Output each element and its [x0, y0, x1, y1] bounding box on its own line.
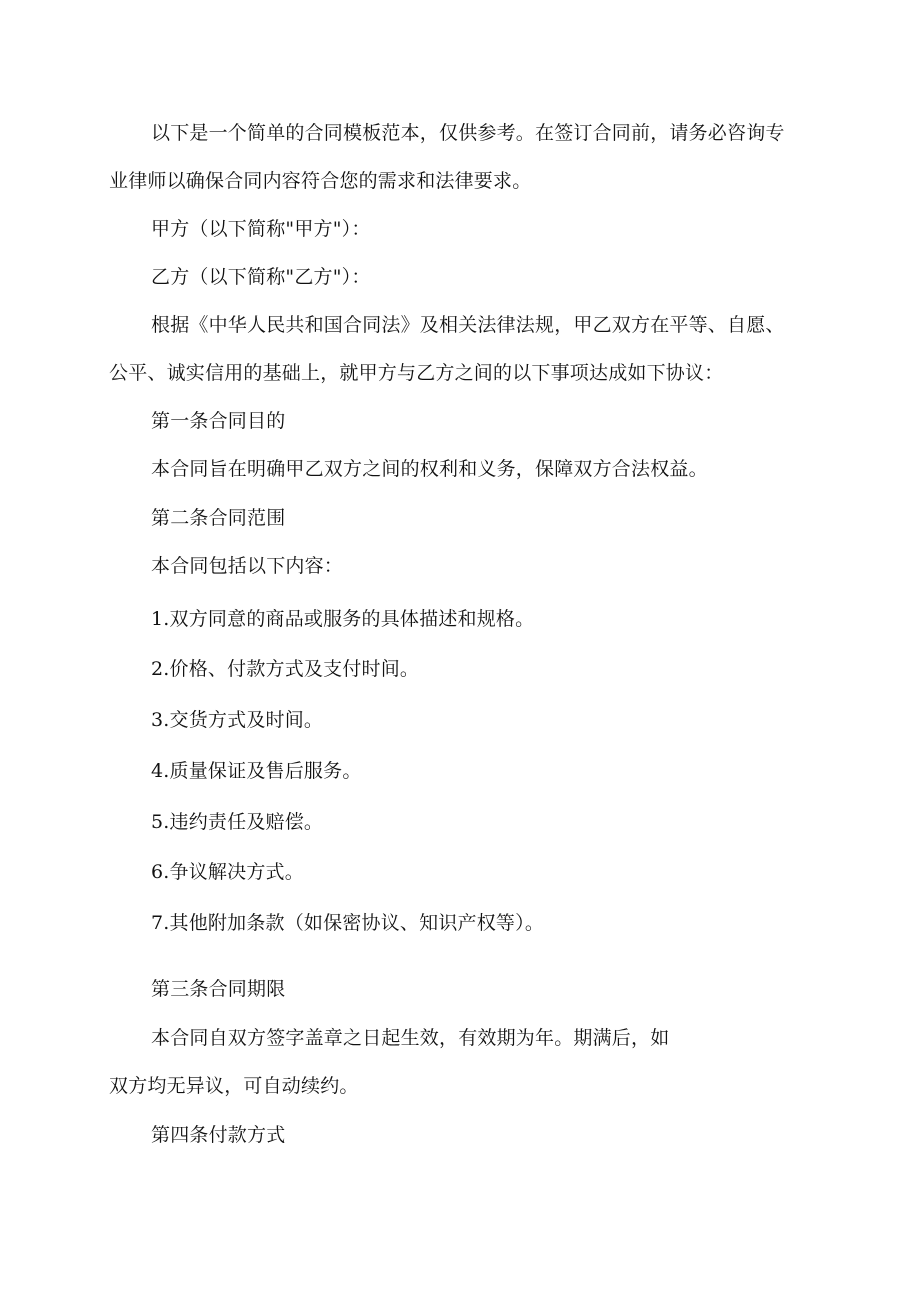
- article-2-title: 第二条合同范围: [151, 507, 286, 529]
- scope-item-1: 1.双方同意的商品或服务的具体描述和规格。: [151, 608, 535, 630]
- party-b-line: 乙方（以下简称"乙方"）：: [151, 266, 371, 288]
- scope-item-7: 7.其他附加条款（如保密协议、知识产权等）。: [151, 912, 545, 934]
- scope-item-4: 4.质量保证及售后服务。: [151, 760, 362, 782]
- article-4-title: 第四条付款方式: [151, 1124, 286, 1146]
- party-a-line: 甲方（以下简称"甲方"）：: [151, 218, 371, 240]
- article-3-body-line-1: 本合同自双方签字盖章之日起生效，有效期为年。期满后，如: [151, 1027, 670, 1049]
- scope-item-5: 5.违约责任及赔偿。: [151, 811, 324, 833]
- basis-paragraph-line-2: 公平、诚实信用的基础上，就甲方与乙方之间的以下事项达成如下协议：: [109, 362, 724, 384]
- intro-paragraph-line-2: 业律师以确保合同内容符合您的需求和法律要求。: [109, 170, 532, 192]
- basis-paragraph-line-1: 根据《中华人民共和国合同法》及相关法律法规，甲乙双方在平等、自愿、: [151, 314, 785, 336]
- article-2-body: 本合同包括以下内容：: [151, 555, 344, 577]
- article-1-body: 本合同旨在明确甲乙双方之间的权利和义务，保障双方合法权益。: [151, 458, 708, 480]
- intro-paragraph-line-1: 以下是一个简单的合同模板范本，仅供参考。在签订合同前，请务必咨询专: [151, 122, 785, 144]
- article-1-title: 第一条合同目的: [151, 410, 286, 432]
- article-3-title: 第三条合同期限: [151, 978, 286, 1000]
- scope-item-2: 2.价格、付款方式及支付时间。: [151, 658, 420, 680]
- scope-item-6: 6.争议解决方式。: [151, 861, 304, 883]
- scope-item-3: 3.交货方式及时间。: [151, 709, 324, 731]
- article-3-body-line-2: 双方均无异议，可自动续约。: [109, 1075, 359, 1097]
